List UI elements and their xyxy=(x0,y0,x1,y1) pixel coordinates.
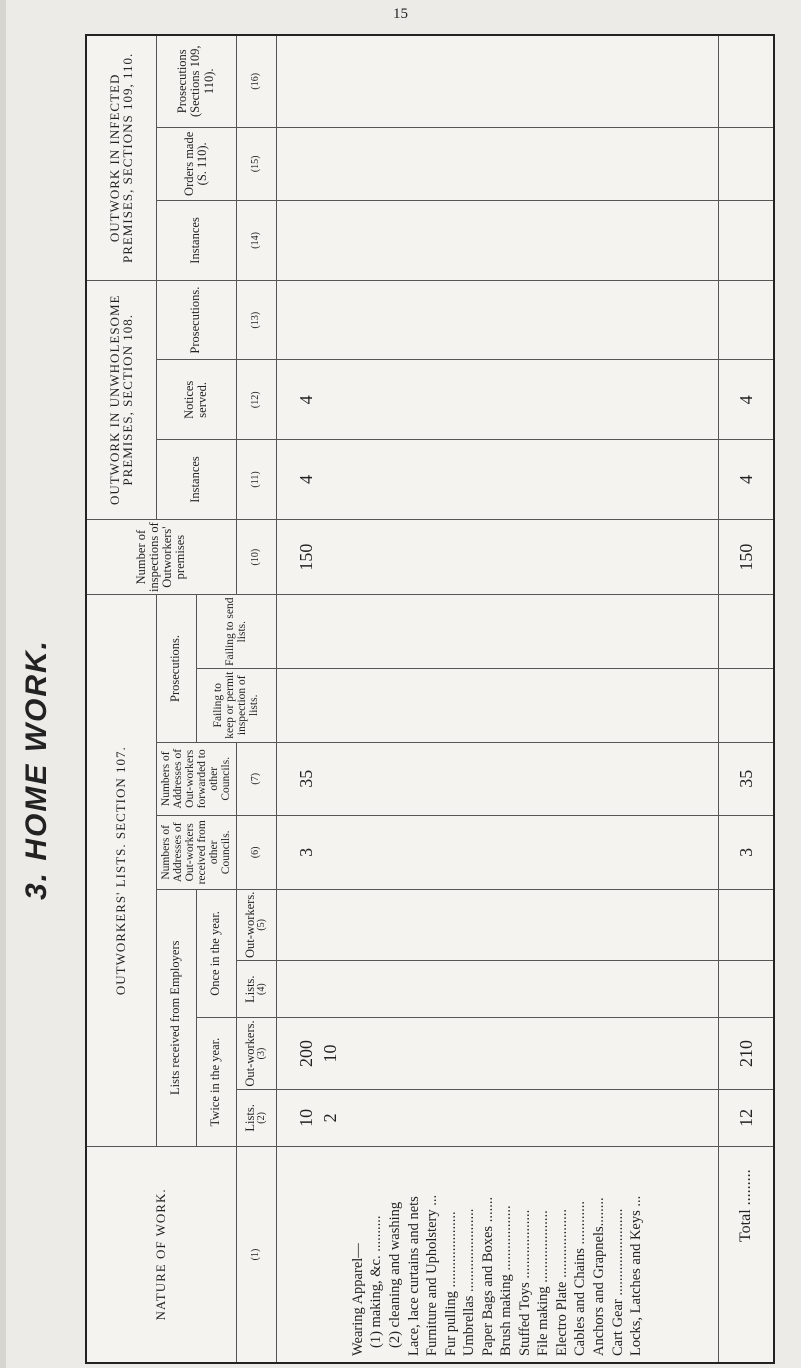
nature-item: (2) cleaning and washing xyxy=(386,1201,403,1348)
home-work-table xyxy=(85,34,775,1364)
cell-lists-twice xyxy=(276,1089,719,1146)
colnum-7: (7) xyxy=(236,742,276,816)
header-infected-premises: OUTWORK IN INFECTED PREMISES, SECTIONS 109, 110. xyxy=(86,35,156,280)
header-once-in-year: Once in the year. xyxy=(196,889,236,1018)
cell-orders-made xyxy=(276,127,719,201)
total-addresses-forwarded: 35 xyxy=(719,742,775,816)
cell-failing-to-keep xyxy=(276,668,719,742)
header-lists-twice-label: Lists. xyxy=(243,1104,258,1132)
total-prosecutions-109-110 xyxy=(719,35,775,127)
value-instances-108: 4 xyxy=(295,474,316,484)
nature-item: Cables and Chains ............ xyxy=(572,1200,589,1356)
header-lists-once xyxy=(236,961,276,1018)
value-addresses-forwarded: 35 xyxy=(295,769,316,788)
header-prosecutions-group: Prosecutions. xyxy=(156,595,196,742)
cell-inspections xyxy=(276,519,719,595)
header-prosecutions-109-110: Prosecutions (Sections 109, 110). xyxy=(156,35,236,127)
colnum-15: (15) xyxy=(236,127,276,201)
total-label: Total ......... xyxy=(719,1146,775,1363)
total-addresses-received: 3 xyxy=(719,816,775,890)
total-outworkers-twice: 210 xyxy=(719,1018,775,1090)
colnum-10: (10) xyxy=(236,519,276,595)
nature-item: Electro Plate ................... xyxy=(553,1209,570,1356)
total-inspections: 150 xyxy=(719,519,775,595)
header-inspections: Number of inspections of Outworkers' premises xyxy=(86,519,236,595)
nature-item: Wearing Apparel— xyxy=(349,1243,366,1356)
total-prosecutions-108 xyxy=(719,280,775,360)
header-twice-in-year: Twice in the year. xyxy=(196,1018,236,1147)
header-lists-received: Lists received from Employers xyxy=(156,889,196,1146)
cell-notices-served xyxy=(276,360,719,440)
section-heading: 3. HOME WORK. xyxy=(20,638,53,900)
header-prosecutions-108: Prosecutions. xyxy=(156,280,236,360)
binding-edge xyxy=(0,0,6,1368)
colnum-4: (4) xyxy=(256,983,268,996)
cell-failing-to-send xyxy=(276,595,719,669)
value-outworkers-twice-lace: 10 xyxy=(320,1044,341,1063)
cell-instances-108 xyxy=(276,440,719,520)
header-instances-109: Instances xyxy=(156,201,236,281)
table-row-total xyxy=(719,35,775,1363)
value-addresses-received: 3 xyxy=(295,847,316,857)
nature-of-work-list xyxy=(276,1146,719,1363)
cell-prosecutions-108 xyxy=(276,280,719,360)
nature-item: Fur pulling ..................... xyxy=(442,1211,459,1356)
colnum-2: (2) xyxy=(256,1112,268,1124)
colnum-16: (16) xyxy=(236,35,276,127)
cell-lists-once xyxy=(276,961,719,1018)
value-inspections: 150 xyxy=(295,543,316,571)
header-addresses-received: Numbers of Addresses of Out-workers received from other Councils. xyxy=(156,816,236,890)
total-outworkers-once xyxy=(719,889,775,961)
header-outworkers-twice-label: Out-workers. xyxy=(243,1020,258,1087)
header-outworkers-lists: OUTWORKERS' LISTS. SECTION 107. xyxy=(86,595,156,1147)
nature-item: Furniture and Upholstery ... xyxy=(424,1194,441,1356)
header-lists-twice xyxy=(236,1089,276,1146)
header-nature-of-work: NATURE OF WORK. xyxy=(86,1146,236,1363)
cell-addresses-forwarded xyxy=(276,742,719,816)
total-instances-109 xyxy=(719,201,775,281)
total-notices-served: 4 xyxy=(719,360,775,440)
colnum-3: (3) xyxy=(256,1047,268,1060)
nature-item: (1) making, &c. .......... xyxy=(368,1215,385,1348)
nature-item: Stuffed Toys ................... xyxy=(516,1209,533,1356)
total-lists-once xyxy=(719,961,775,1018)
header-notices-served: Notices served. xyxy=(156,360,236,440)
nature-item: Cart Gear ........................ xyxy=(609,1208,626,1356)
cell-instances-109 xyxy=(276,201,719,281)
header-orders-made: Orders made (S. 110). xyxy=(156,127,236,201)
header-failing-to-send: Failing to send lists. xyxy=(196,595,276,669)
colnum-6: (6) xyxy=(236,816,276,890)
header-lists-once-label: Lists. xyxy=(243,975,258,1003)
total-lists-twice: 12 xyxy=(719,1089,775,1146)
total-failing-to-send xyxy=(719,595,775,669)
nature-item: File making .................... xyxy=(535,1210,552,1356)
cell-prosecutions-109-110 xyxy=(276,35,719,127)
nature-item: Lace, lace curtains and nets xyxy=(405,1196,422,1356)
header-outworkers-once xyxy=(236,889,276,961)
nature-item: Paper Bags and Boxes ....... xyxy=(479,1196,496,1356)
nature-item: Anchors and Grapnels........ xyxy=(590,1197,607,1356)
header-outworkers-once-label: Out-workers. xyxy=(243,891,258,958)
table-row-body xyxy=(276,35,719,1363)
colnum-14: (14) xyxy=(236,201,276,281)
header-addresses-forwarded: Numbers of Addresses of Out-workers forwarded to other Councils. xyxy=(156,742,236,816)
value-lists-twice-making: 10 xyxy=(295,1108,316,1127)
value-notices-served: 4 xyxy=(295,395,316,405)
value-outworkers-twice-making: 200 xyxy=(295,1040,316,1068)
cell-outworkers-once xyxy=(276,889,719,961)
total-failing-to-keep xyxy=(719,668,775,742)
cell-outworkers-twice xyxy=(276,1018,719,1090)
total-orders-made xyxy=(719,127,775,201)
colnum-1: (1) xyxy=(236,1146,276,1363)
colnum-11: (11) xyxy=(236,440,276,520)
value-lists-twice-lace: 2 xyxy=(320,1113,341,1123)
nature-item: Umbrellas ....................... xyxy=(461,1208,478,1356)
header-instances-108: Instances xyxy=(156,440,236,520)
header-unwholesome-premises: OUTWORK IN UNWHOLESOME PREMISES, SECTION 108. xyxy=(86,280,156,519)
nature-item: Brush making .................. xyxy=(498,1205,515,1356)
cell-addresses-received xyxy=(276,816,719,890)
colnum-12: (12) xyxy=(236,360,276,440)
colnum-13: (13) xyxy=(236,280,276,360)
header-outworkers-twice xyxy=(236,1018,276,1090)
header-failing-to-keep: Failing to keep or permit inspection of lists. xyxy=(196,668,276,742)
nature-item: Locks, Latches and Keys ... xyxy=(628,1195,645,1356)
page-number: 15 xyxy=(393,6,408,22)
colnum-5: (5) xyxy=(256,919,268,931)
total-instances-108: 4 xyxy=(719,440,775,520)
